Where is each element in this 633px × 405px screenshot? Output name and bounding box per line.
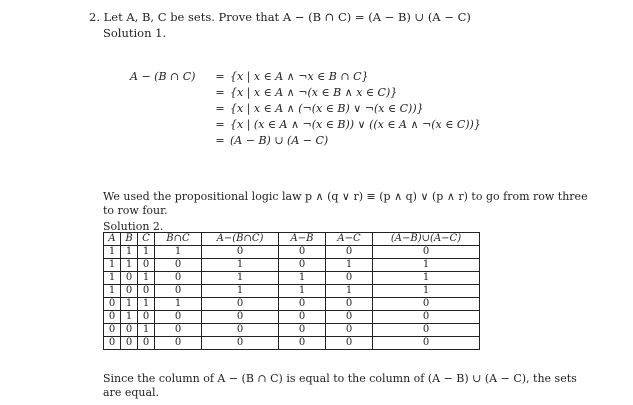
truth-table-cell: 0 — [202, 324, 279, 337]
truth-table-cell: 1 — [138, 272, 155, 285]
truth-table-row — [104, 246, 480, 259]
truth-table-row — [104, 285, 480, 298]
derivation-lhs: A − (B ∩ C) — [130, 70, 196, 83]
truth-table-cell: 1 — [326, 259, 373, 272]
truth-table-cell: 1 — [202, 285, 279, 298]
truth-table-cell: 1 — [104, 246, 121, 259]
truth-table-cell: 1 — [155, 298, 202, 311]
truth-table-cell: 0 — [373, 298, 480, 311]
column-header: C — [138, 233, 155, 246]
derivation-rhs: {x | x ∈ A ∧ (¬(x ∈ B) ∨ ¬(x ∈ C))} — [230, 102, 424, 115]
truth-table-cell: 1 — [138, 246, 155, 259]
truth-table-cell: 1 — [121, 311, 138, 324]
truth-table-cell: 0 — [326, 324, 373, 337]
truth-table-cell: 0 — [373, 337, 480, 350]
truth-table-cell: 0 — [279, 311, 326, 324]
truth-table-cell: 0 — [138, 285, 155, 298]
truth-table-cell: 0 — [104, 337, 121, 350]
truth-table-cell: 0 — [104, 298, 121, 311]
note-line: We used the propositional logic law p ∧ (q ∨ r) ≡ (p ∧ q) ∨ (p ∧ r) to go from row three — [103, 190, 588, 203]
truth-table-cell: 0 — [279, 246, 326, 259]
truth-table-cell: 0 — [279, 324, 326, 337]
truth-table-cell: 0 — [121, 272, 138, 285]
truth-table-cell: 1 — [121, 246, 138, 259]
truth-table-cell: 1 — [138, 298, 155, 311]
truth-table-cell: 0 — [202, 298, 279, 311]
truth-table-cell: 1 — [373, 285, 480, 298]
truth-table-cell: 1 — [121, 259, 138, 272]
truth-table-cell: 1 — [155, 246, 202, 259]
truth-table-cell: 0 — [138, 259, 155, 272]
column-header: A−B — [279, 233, 326, 246]
logic-law-note — [103, 190, 588, 218]
truth-table-cell: 0 — [121, 324, 138, 337]
problem-text: Let A, B, C be sets. Prove that A − (B ∩ C) = (A − B) ∪ (A − C) — [103, 10, 471, 24]
truth-table-cell: 0 — [202, 337, 279, 350]
problem-number: 2. — [89, 10, 100, 24]
problem-statement — [89, 10, 471, 24]
truth-table-cell: 0 — [373, 311, 480, 324]
truth-table-row — [104, 259, 480, 272]
truth-table-row — [104, 337, 480, 350]
derivation-rhs: {x | x ∈ A ∧ ¬(x ∈ B ∧ x ∈ C)} — [230, 86, 398, 99]
truth-table-cell: 0 — [326, 246, 373, 259]
truth-table-cell: 0 — [138, 311, 155, 324]
equals-sign: = — [215, 70, 225, 83]
equals-sign: = — [215, 102, 225, 115]
derivation-rhs: {x | x ∈ A ∧ ¬x ∈ B ∩ C} — [230, 70, 369, 83]
truth-table-cell: 0 — [373, 324, 480, 337]
truth-table-cell: 0 — [104, 324, 121, 337]
solution2-heading: Solution 2. — [103, 220, 164, 233]
truth-table-row — [104, 298, 480, 311]
truth-table-cell: 1 — [279, 285, 326, 298]
truth-table-cell: 0 — [279, 259, 326, 272]
truth-table-cell: 1 — [202, 259, 279, 272]
truth-table-cell: 0 — [138, 337, 155, 350]
truth-table-cell: 0 — [202, 246, 279, 259]
column-header: B∩C — [155, 233, 202, 246]
derivation-rhs: {x | (x ∈ A ∧ ¬(x ∈ B)) ∨ ((x ∈ A ∧ ¬(x ∈ C))} — [230, 118, 481, 131]
truth-table-cell: 1 — [138, 324, 155, 337]
conclusion — [103, 372, 577, 400]
truth-table-cell: 0 — [155, 324, 202, 337]
truth-table-cell: 0 — [155, 311, 202, 324]
truth-table-cell: 1 — [121, 298, 138, 311]
truth-table-cell: 0 — [326, 298, 373, 311]
conclusion-line: are equal. — [103, 386, 160, 399]
truth-table-cell: 1 — [104, 272, 121, 285]
truth-table-cell: 1 — [326, 285, 373, 298]
equals-sign: = — [215, 86, 225, 99]
truth-table-cell: 1 — [104, 285, 121, 298]
equals-sign: = — [215, 118, 225, 131]
truth-table-cell: 0 — [202, 311, 279, 324]
equals-sign: = — [215, 134, 225, 147]
truth-table-cell: 0 — [155, 337, 202, 350]
column-header: A−(B∩C) — [202, 233, 279, 246]
truth-table-row — [104, 311, 480, 324]
truth-table-cell: 0 — [326, 272, 373, 285]
column-header: A — [104, 233, 121, 246]
truth-table-header-row — [104, 233, 480, 246]
solution1-heading: Solution 1. — [103, 26, 167, 40]
truth-table-cell: 0 — [121, 337, 138, 350]
truth-table-cell: 0 — [121, 285, 138, 298]
column-header: (A−B)∪(A−C) — [373, 233, 480, 246]
truth-table-cell: 0 — [155, 272, 202, 285]
truth-table-cell: 0 — [326, 311, 373, 324]
truth-table-cell: 0 — [279, 298, 326, 311]
conclusion-line: Since the column of A − (B ∩ C) is equal to the column of (A − B) ∪ (A − C), the sets — [103, 372, 577, 385]
derivation-rhs: (A − B) ∪ (A − C) — [230, 134, 329, 147]
truth-table-cell: 0 — [279, 337, 326, 350]
column-header: B — [121, 233, 138, 246]
truth-table-cell: 0 — [155, 259, 202, 272]
truth-table-row — [104, 272, 480, 285]
truth-table-cell: 0 — [155, 285, 202, 298]
note-line: to row four. — [103, 204, 168, 217]
truth-table — [103, 232, 480, 350]
truth-table-cell: 1 — [104, 259, 121, 272]
truth-table-cell: 0 — [104, 311, 121, 324]
truth-table-cell: 1 — [373, 272, 480, 285]
truth-table-cell: 0 — [326, 337, 373, 350]
truth-table-cell: 0 — [373, 246, 480, 259]
truth-table-cell: 1 — [279, 272, 326, 285]
truth-table-row — [104, 324, 480, 337]
truth-table-cell: 1 — [202, 272, 279, 285]
truth-table-cell: 1 — [373, 259, 480, 272]
column-header: A−C — [326, 233, 373, 246]
